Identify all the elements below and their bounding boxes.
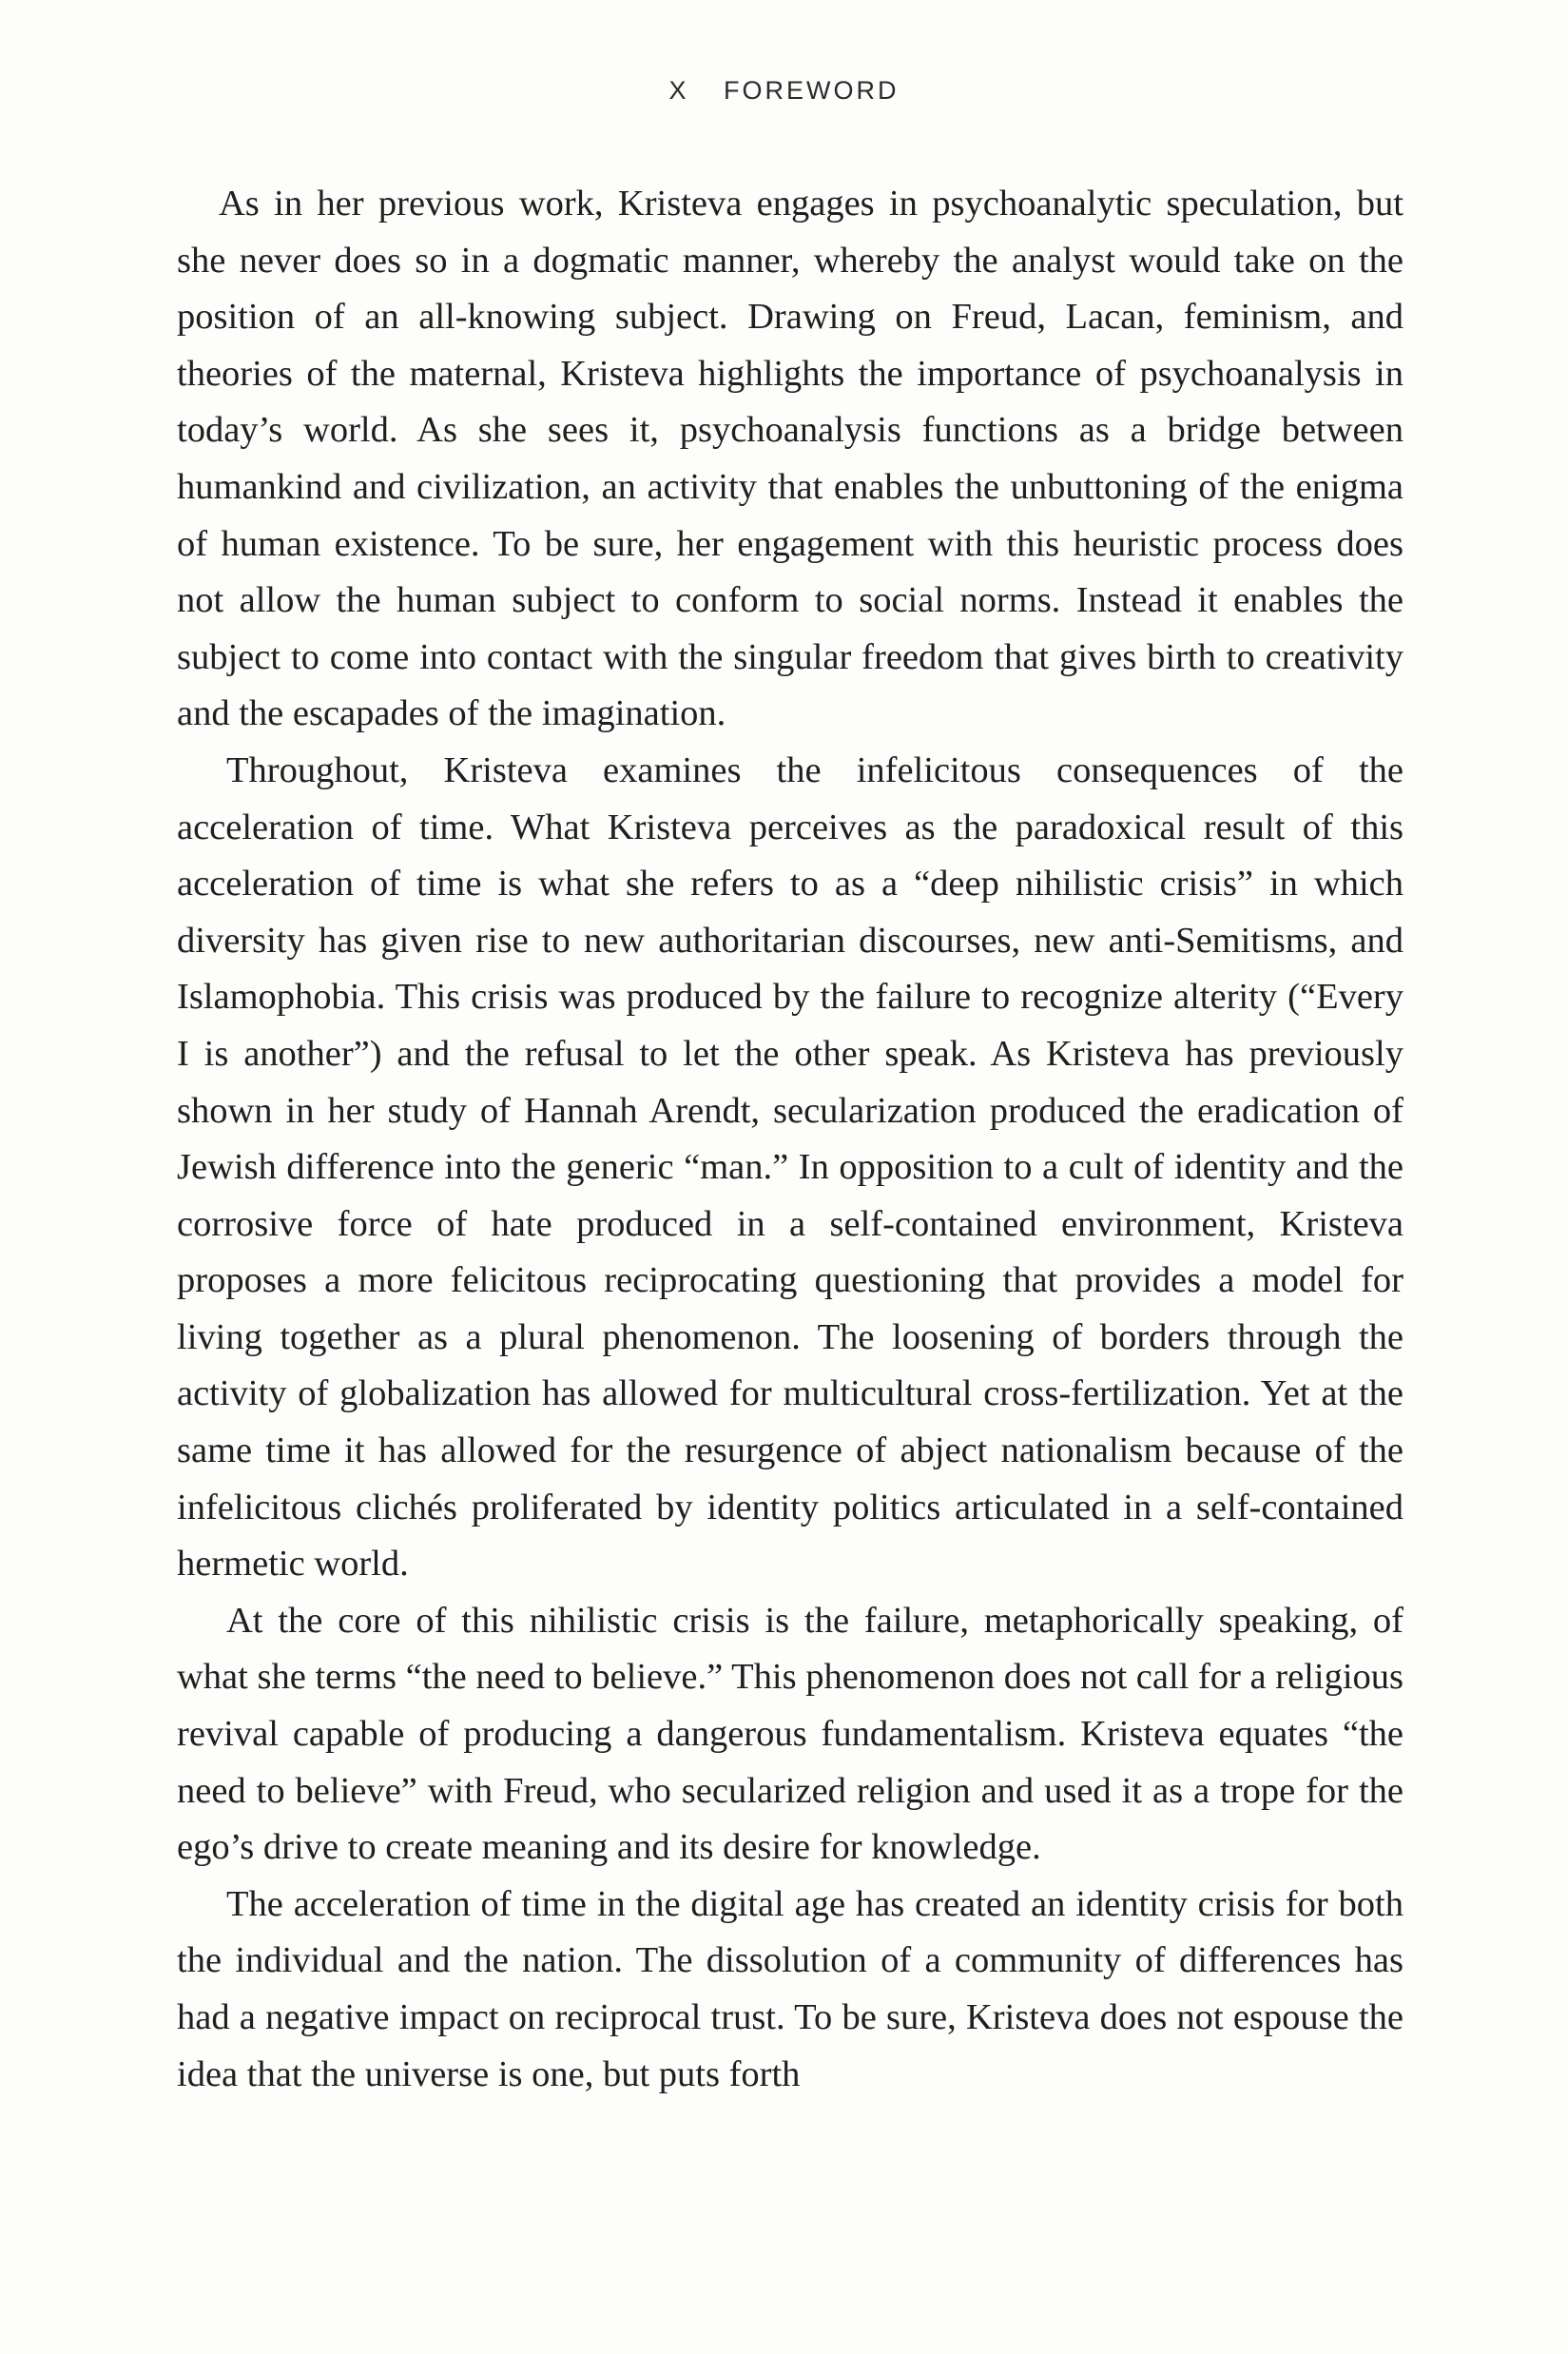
running-head <box>0 76 1568 106</box>
paragraph-2: Throughout, Kristeva examines the infelicitous consequences of the acceleration of time. What Kristeva perceives as the paradoxical result of this acceleration of time is what she refers to as a “deep nihilistic crisis” in which diversity has given rise to new authoritarian discourses, new anti-Semitisms, and Islamophobia. This crisis was produced by the failure to recognize alterity (“Every I is another”) and the refusal to let the other speak. As Kristeva has previously shown in her study of Hannah Arendt, secularization produced the eradication of Jewish difference into the generic “man.” In opposition to a cult of identity and the corrosive force of hate produced in a self-contained environment, Kristeva proposes a more felicitous reciprocating questioning that provides a model for living together as a plural phenomenon. The loosening of borders through the activity of globalization has allowed for multicultural cross-fertilization. Yet at the same time it has allowed for the resurgence of abject nationalism because of the infelicitous clichés proliferated by identity politics articulated in a self-contained hermetic world. <box>177 749 1403 1585</box>
page-number: X <box>668 76 689 105</box>
paragraph-4: The acceleration of time in the digital age has created an identity crisis for both the individual and the nation. The dissolution of a community of differences has had a negative impact on reciprocal trust. To be sure, Kristeva does not espouse the idea that the universe is one, but puts forth <box>177 1883 1403 2094</box>
paragraph-1: As in her previous work, Kristeva engages in psychoanalytic speculation, but she never does so in a dogmatic manner, whereby the analyst would take on the position of an all-knowing subject. Drawing on Freud, Lacan, feminism, and theories of the maternal, Kristeva highlights the importance of psychoanalysis in today’s world. As she sees it, psychoanalysis functions as a bridge between humankind and civilization, an activity that enables the unbuttoning of the enigma of human existence. To be sure, her engagement with this heuristic process does not allow the human subject to conform to social norms. Instead it enables the subject to come into contact with the singular freedom that gives birth to creativity and the escapades of the imagination. <box>177 184 1403 734</box>
chapter-title: FOREWORD <box>724 76 900 105</box>
body-text <box>177 176 1403 2103</box>
paragraph-3: At the core of this nihilistic crisis is the failure, metaphorically speaking, of what she terms “the need to believe.” This phenomenon does not call for a religious revival capable of producing a dangerous fundamentalism. Kristeva equates “the need to believe” with Freud, who secularized religion and used it as a trope for the ego’s drive to create meaning and its desire for knowledge. <box>177 1600 1403 1868</box>
